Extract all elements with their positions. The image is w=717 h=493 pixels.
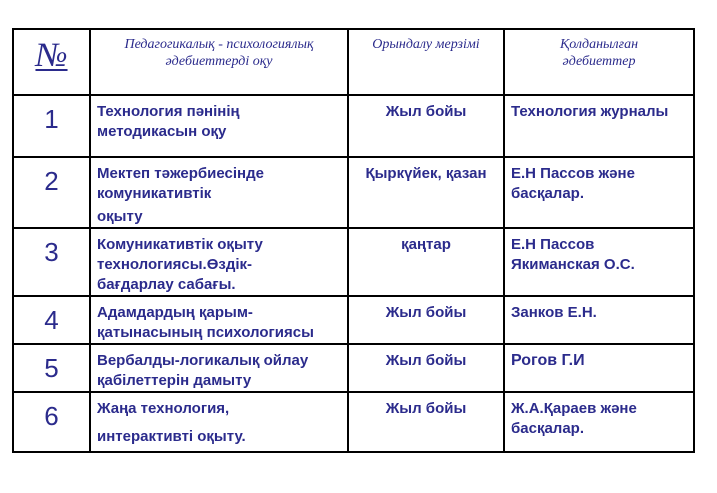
header-topic: Педагогикалық - психологиялық әдебиеттерді оқу bbox=[90, 29, 348, 95]
row-source bbox=[504, 228, 694, 296]
topic-line: методикасын оқу bbox=[97, 123, 227, 140]
row-number: 3 bbox=[13, 228, 90, 296]
row-number: 6 bbox=[13, 392, 90, 452]
table-row bbox=[13, 344, 694, 392]
row-term: Жыл бойы bbox=[348, 392, 504, 452]
topic-line: қабілеттерін дамыту bbox=[97, 372, 252, 389]
header-row bbox=[13, 29, 694, 95]
row-term: Жыл бойы bbox=[348, 344, 504, 392]
topic-line: бағдарлау сабағы. bbox=[97, 276, 236, 293]
topic-line: комуникативтік bbox=[97, 185, 212, 202]
line-gap bbox=[97, 419, 341, 427]
row-source bbox=[504, 95, 694, 157]
topic-line: Комуникативтік оқыту bbox=[97, 236, 263, 253]
plan-table bbox=[12, 28, 695, 453]
row-term: Жыл бойы bbox=[348, 296, 504, 344]
topic-line: Технология пәнінің bbox=[97, 103, 240, 120]
row-number: 4 bbox=[13, 296, 90, 344]
table-row bbox=[13, 392, 694, 452]
topic-line: интерактивті оқыту. bbox=[97, 428, 246, 445]
source-line: Е.Н Пассов bbox=[511, 236, 595, 253]
row-topic bbox=[90, 296, 348, 344]
row-source bbox=[504, 157, 694, 228]
row-term: Қыркүйек, қазан bbox=[348, 157, 504, 228]
topic-line: Мектеп тәжербиесінде bbox=[97, 165, 264, 182]
row-topic bbox=[90, 228, 348, 296]
row-term: қаңтар bbox=[348, 228, 504, 296]
source-line: Якиманская О.С. bbox=[511, 256, 635, 273]
row-topic bbox=[90, 392, 348, 452]
topic-line: технологиясы.Өздік- bbox=[97, 256, 253, 273]
source-line: басқалар. bbox=[511, 185, 585, 202]
source-line: Технология журналы bbox=[511, 103, 669, 120]
header-sources: Қолданылған әдебиеттер bbox=[504, 29, 694, 95]
row-number: 5 bbox=[13, 344, 90, 392]
topic-line: Адамдардың қарым- bbox=[97, 304, 253, 321]
table-row bbox=[13, 228, 694, 296]
source-line: Занков Е.Н. bbox=[511, 304, 597, 321]
table-row bbox=[13, 157, 694, 228]
row-source bbox=[504, 344, 694, 392]
source-line: Е.Н Пассов және bbox=[511, 165, 635, 182]
topic-line: қатынасының психологиясы bbox=[97, 324, 314, 341]
topic-line: Жаңа технология, bbox=[97, 400, 230, 417]
header-term: Орындалу мерзімі bbox=[348, 29, 504, 95]
row-topic bbox=[90, 95, 348, 157]
source-line: басқалар. bbox=[511, 420, 585, 437]
source-line: Ж.А.Қараев және bbox=[511, 400, 637, 417]
table-row bbox=[13, 296, 694, 344]
row-source bbox=[504, 296, 694, 344]
row-topic bbox=[90, 344, 348, 392]
row-topic bbox=[90, 157, 348, 228]
topic-line: оқыту bbox=[97, 208, 143, 225]
row-number: 2 bbox=[13, 157, 90, 228]
row-source bbox=[504, 392, 694, 452]
header-number: № bbox=[13, 29, 90, 95]
source-line: Рогов Г.И bbox=[511, 352, 585, 369]
row-term: Жыл бойы bbox=[348, 95, 504, 157]
topic-line: Вербалды-логикалық ойлау bbox=[97, 352, 309, 369]
table-row bbox=[13, 95, 694, 157]
row-number: 1 bbox=[13, 95, 90, 157]
